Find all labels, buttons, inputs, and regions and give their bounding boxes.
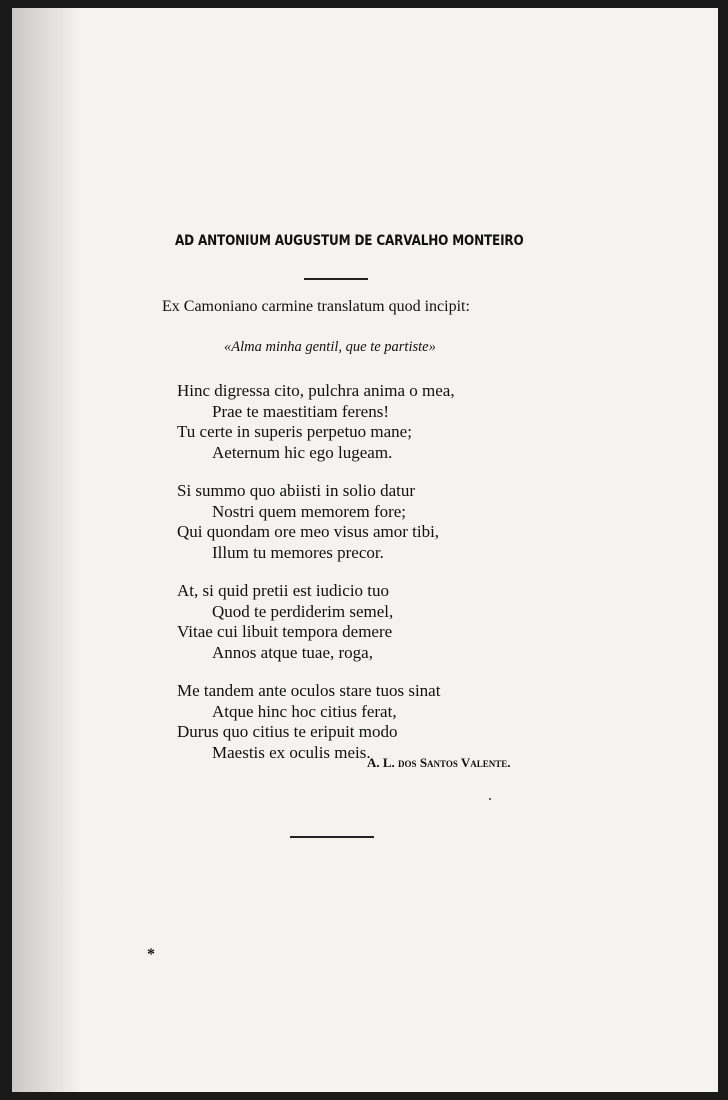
poem-title: AD ANTONIUM AUGUSTUM DE CARVALHO MONTEIRO — [175, 233, 524, 249]
intro-text: Ex Camoniano carmine translatum quod incipit: — [162, 298, 470, 315]
closing-divider — [290, 836, 374, 838]
poem-body — [177, 381, 455, 781]
stanza — [177, 481, 455, 563]
poem-line: Me tandem ante oculos stare tuos sinat — [177, 681, 441, 700]
document-page — [12, 8, 718, 1092]
poem-line: Illum tu memores precor. — [212, 542, 384, 562]
poem-line: Aeternum hic ego lugeam. — [212, 442, 393, 462]
poem-line: Nostri quem memorem fore; — [212, 501, 407, 521]
incipit-quote: «Alma minha gentil, que te partiste» — [224, 339, 436, 355]
poem-line: Qui quondam ore meo visus amor tibi, — [177, 522, 440, 541]
poem-line: At, si quid pretii est iudicio tuo — [177, 581, 390, 600]
poem-line: Tu certe in superis perpetuo mane; — [177, 422, 412, 441]
stanza — [177, 581, 455, 663]
poem-line: Maestis ex oculis meis. — [212, 742, 371, 762]
poem-line: Si summo quo abiisti in solio datur — [177, 481, 416, 500]
poem-line: Prae te maestitiam ferens! — [212, 401, 390, 421]
poem-line: Durus quo citius te eripuit modo — [177, 722, 398, 741]
author-signature: A. L. dos Santos Valente. — [367, 755, 511, 770]
poem-line: Vitae cui libuit tempora demere — [177, 622, 393, 641]
ink-speck — [489, 798, 491, 800]
footnote-asterisk: * — [147, 946, 155, 963]
stanza — [177, 681, 455, 763]
poem-line: Annos atque tuae, roga, — [212, 642, 373, 662]
poem-line: Hinc digressa cito, pulchra anima o mea, — [177, 381, 455, 400]
stanza — [177, 381, 455, 463]
poem-line: Atque hinc hoc citius ferat, — [212, 701, 397, 721]
poem-line: Quod te perdiderim semel, — [212, 601, 394, 621]
title-divider — [304, 278, 368, 280]
